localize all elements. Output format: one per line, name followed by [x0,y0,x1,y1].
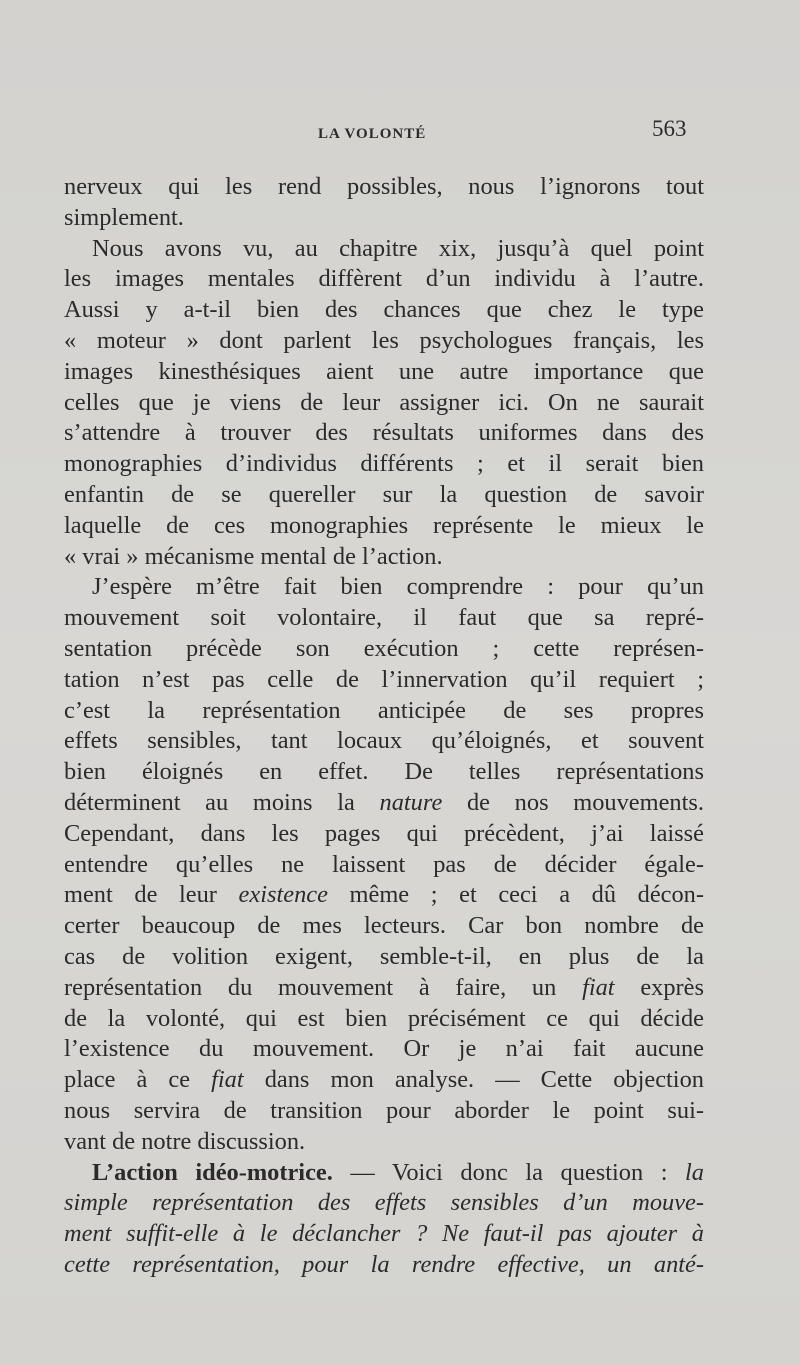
text-line: cas de volition exigent, semble-t-il, en plus de la [64,942,704,970]
text-line: nerveux qui les rend possibles, nous l’ignorons tout [64,173,704,200]
text-line: mouvement soit volontaire, il faut que sa repré- [64,604,704,632]
text-line: enfantin de se quereller sur la question de savoir [64,480,704,508]
italic-word-existence: existence [238,881,328,909]
text-line: J’espère m’être fait bien comprendre : pour qu’un [92,573,704,601]
text-line: de la volonté, qui est bien précisément ce qui décide [64,1004,704,1032]
text-line: Cependant, dans les pages qui précèdent, j’ai laissé [64,819,704,847]
text-line: certer beaucoup de mes lecteurs. Car bon nombre de [64,912,704,940]
text-line: Aussi y a-t-il bien des chances que chez le type [64,296,704,324]
text-line: laquelle de ces monographies représente le mieux le [64,511,704,539]
text-segment: ment de leur [64,881,239,909]
text-line: c’est la représentation anticipée de ses propres [64,696,704,724]
text-line: nous servira de transition pour aborder le point sui- [64,1096,704,1124]
text-segment: — Voici donc la question : [332,1158,686,1186]
text-line: « vrai » mécanisme mental de l’action. [64,542,443,570]
text-segment: même ; et ceci a dû décon- [327,881,704,909]
text-line: cette représentation, pour la rendre effective, un anté- [64,1250,704,1278]
text-segment: représentation du mouvement à faire, un [64,973,583,1001]
page-number: 563 [652,116,687,141]
italic-word-nature: nature [379,788,443,816]
text-line: simple représentation des effets sensibles d’un mouve- [64,1189,704,1217]
section-heading: L’action idéo-motrice. [92,1158,333,1186]
text-line: monographies d’individus différents ; et il serait bien [64,450,704,478]
text-line [64,973,704,1004]
text-line: les images mentales diffèrent d’un individu à l’autre. [64,265,704,293]
italic-word-fiat: fiat [582,973,615,1001]
text-line: ment suffit-elle à le déclancher ? Ne faut-il pas ajouter à [64,1220,704,1248]
text-line: celles que je viens de leur assigner ici. On ne saurait [64,388,704,416]
text-line: images kinesthésiques aient une autre importance que [64,357,704,385]
text-line: s’attendre à trouver des résultats uniformes dans des [64,419,704,447]
text-line: vant de notre discussion. [64,1127,306,1155]
text-line: Nous avons vu, au chapitre xix, jusqu’à quel point [92,234,704,262]
text-line [64,1065,704,1096]
body-text [64,172,704,1281]
text-segment: déterminent au moins la [64,788,380,816]
text-line [64,788,704,819]
section-heading-line [64,1158,704,1189]
text-segment: dans mon analyse. — Cette objection [243,1066,704,1094]
italic-word-fiat: fiat [211,1066,244,1094]
running-title: LA VOLONTÉ [318,126,427,142]
italic-segment: la [685,1158,704,1186]
text-line: bien éloignés en effet. De telles représentations [64,758,704,786]
text-line [64,880,704,911]
text-segment: de nos mouvements. [442,788,704,816]
text-segment: place à ce [64,1066,212,1094]
text-line: sentation précède son exécution ; cette représen- [64,634,704,662]
text-line: simplement. [64,203,184,231]
text-line: entendre qu’elles ne laissent pas de décider égale- [64,850,704,878]
text-line: tation n’est pas celle de l’innervation qu’il requiert ; [64,665,704,693]
text-line: l’existence du mouvement. Or je n’ai fait aucune [64,1035,704,1063]
text-line: effets sensibles, tant locaux qu’éloignés, et souvent [64,727,704,755]
text-line: « moteur » dont parlent les psychologues français, les [64,326,704,354]
text-segment: exprès [614,973,704,1001]
